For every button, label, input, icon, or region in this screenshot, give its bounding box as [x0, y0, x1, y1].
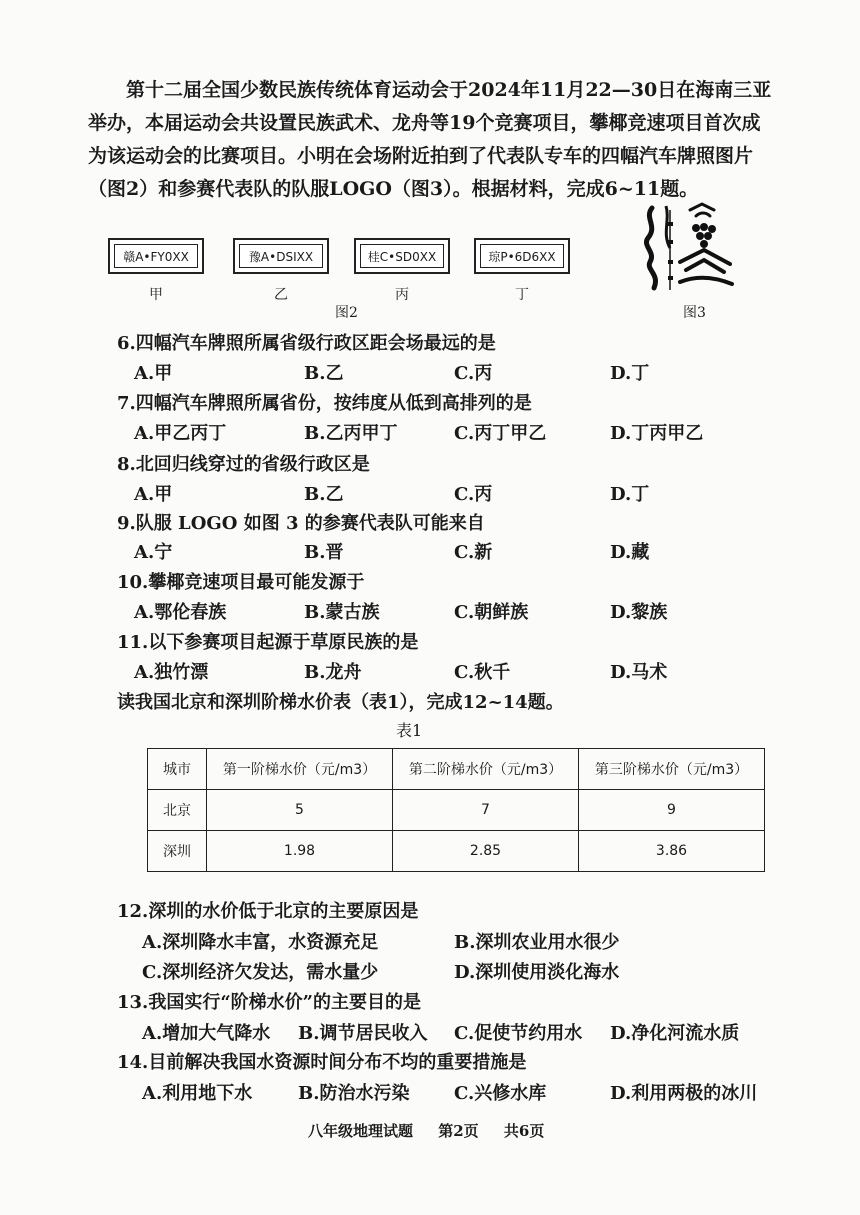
options-6 [134, 359, 814, 387]
option-a[interactable]: A.甲乙丙丁 [134, 423, 227, 444]
option-a[interactable]: A.甲 [134, 363, 173, 384]
option-d[interactable]: D.净化河流水质 [610, 1023, 740, 1044]
question-6: 6.四幅汽车牌照所属省级行政区距会场最远的是 [117, 333, 496, 354]
license-plate-bing [354, 238, 450, 274]
plate-text: 豫A•DSIXX [239, 244, 323, 268]
table1-caption: 表1 [396, 721, 423, 740]
options-8 [134, 480, 814, 508]
question-8: 8.北回归线穿过的省级行政区是 [117, 454, 370, 475]
option-c[interactable]: C.新 [454, 542, 493, 563]
grape-calligraphy-logo-icon [640, 200, 740, 295]
option-a[interactable]: A.独竹漂 [134, 662, 209, 683]
table-header-row [148, 749, 765, 790]
option-d[interactable]: D.利用两极的冰川 [610, 1083, 758, 1104]
option-c[interactable]: C.深圳经济欠发达，需水量少 [142, 962, 379, 983]
plate-label: 甲 [149, 287, 163, 303]
table-cell: 北京 [148, 790, 207, 831]
intro-paragraph: 第十二届全国少数民族传统体育运动会于2024年11月22—30日在海南三亚举办，本届运动会共设置民族武术、龙舟等19个竞赛项目，攀椰竞速项目首次成为该运动会的比赛项目。小明在会场附近拍到了代表队专车的四幅汽车牌照图片（图2）和参赛代表队的队服LOGO（图3）。根据材料，完成6~11题。 [88, 79, 772, 200]
figure2-caption: 图2 [335, 305, 358, 321]
question-10: 10.攀椰竞速项目最可能发源于 [117, 572, 365, 593]
option-b[interactable]: B.蒙古族 [304, 602, 380, 623]
option-a[interactable]: A.深圳降水丰富，水资源充足 [142, 932, 379, 953]
options-12 [134, 928, 814, 956]
header-cell: 第一阶梯水价（元/m3） [207, 749, 393, 790]
read-instruction: 读我国北京和深圳阶梯水价表（表1），完成12~14题。 [117, 692, 564, 713]
options-10 [134, 598, 814, 626]
option-c[interactable]: C.兴修水库 [454, 1083, 547, 1104]
options-13 [134, 1019, 814, 1047]
license-plate-ding [474, 238, 570, 274]
table-cell: 2.85 [393, 831, 579, 872]
table-row [148, 831, 765, 872]
plate-text: 桂C•SD0XX [360, 244, 444, 268]
table-cell: 7 [393, 790, 579, 831]
plate-text: 赣A•FY0XX [114, 244, 198, 268]
options-11 [134, 658, 814, 686]
option-d[interactable]: D.深圳使用淡化海水 [454, 962, 620, 983]
option-d[interactable]: D.黎族 [610, 602, 668, 623]
option-b[interactable]: B.调节居民收入 [298, 1023, 428, 1044]
option-b[interactable]: B.乙 [304, 363, 344, 384]
option-c[interactable]: C.丙 [454, 363, 493, 384]
question-12: 12.深圳的水价低于北京的主要原因是 [117, 901, 419, 922]
license-plate-yi [233, 238, 329, 274]
figure3-caption: 图3 [683, 305, 706, 321]
option-c[interactable]: C.秋千 [454, 662, 511, 683]
option-a[interactable]: A.宁 [134, 542, 173, 563]
footer-page: 第2页 [438, 1122, 479, 1140]
question-13: 13.我国实行“阶梯水价”的主要目的是 [117, 992, 422, 1013]
question-9: 9.队服 LOGO 如图 3 的参赛代表队可能来自 [117, 513, 485, 534]
figure2-plates [108, 238, 618, 308]
option-c[interactable]: C.朝鲜族 [454, 602, 529, 623]
options-9 [134, 538, 814, 566]
option-d[interactable]: D.藏 [610, 542, 650, 563]
option-c[interactable]: C.丙 [454, 484, 493, 505]
table-cell: 深圳 [148, 831, 207, 872]
option-b[interactable]: B.防治水污染 [298, 1083, 410, 1104]
option-b[interactable]: B.乙丙甲丁 [304, 423, 398, 444]
question-14: 14.目前解决我国水资源时间分布不均的重要措施是 [117, 1052, 527, 1073]
table-cell: 3.86 [579, 831, 765, 872]
option-a[interactable]: A.甲 [134, 484, 173, 505]
plate-text: 琼P•6D6XX [480, 244, 564, 268]
option-c[interactable]: C.促使节约用水 [454, 1023, 583, 1044]
question-11: 11.以下参赛项目起源于草原民族的是 [117, 632, 419, 653]
plate-label: 丁 [515, 287, 529, 303]
plate-label: 丙 [395, 287, 409, 303]
option-a[interactable]: A.鄂伦春族 [134, 602, 227, 623]
footer-subject: 八年级地理试题 [308, 1122, 414, 1140]
option-b[interactable]: B.深圳农业用水很少 [454, 932, 620, 953]
option-d[interactable]: D.丁 [610, 484, 650, 505]
header-cell: 第三阶梯水价（元/m3） [579, 749, 765, 790]
options-12-row2 [134, 958, 814, 986]
option-d[interactable]: D.丁丙甲乙 [610, 423, 704, 444]
header-cell: 城市 [148, 749, 207, 790]
option-a[interactable]: A.利用地下水 [142, 1083, 253, 1104]
plate-label: 乙 [274, 287, 288, 303]
table-cell: 9 [579, 790, 765, 831]
page-footer [308, 1120, 564, 1141]
option-c[interactable]: C.丙丁甲乙 [454, 423, 547, 444]
option-d[interactable]: D.丁 [610, 363, 650, 384]
footer-total: 共6页 [503, 1122, 545, 1140]
option-b[interactable]: B.龙舟 [304, 662, 362, 683]
table-cell: 5 [207, 790, 393, 831]
header-cell: 第二阶梯水价（元/m3） [393, 749, 579, 790]
question-7: 7.四幅汽车牌照所属省份，按纬度从低到高排列的是 [117, 393, 532, 414]
water-price-table [147, 748, 765, 872]
table-row [148, 790, 765, 831]
option-d[interactable]: D.马术 [610, 662, 668, 683]
options-7 [134, 419, 814, 447]
table-cell: 1.98 [207, 831, 393, 872]
options-14 [134, 1079, 814, 1107]
option-a[interactable]: A.增加大气降水 [142, 1023, 271, 1044]
option-b[interactable]: B.乙 [304, 484, 344, 505]
license-plate-jia [108, 238, 204, 274]
option-b[interactable]: B.晋 [304, 542, 344, 563]
